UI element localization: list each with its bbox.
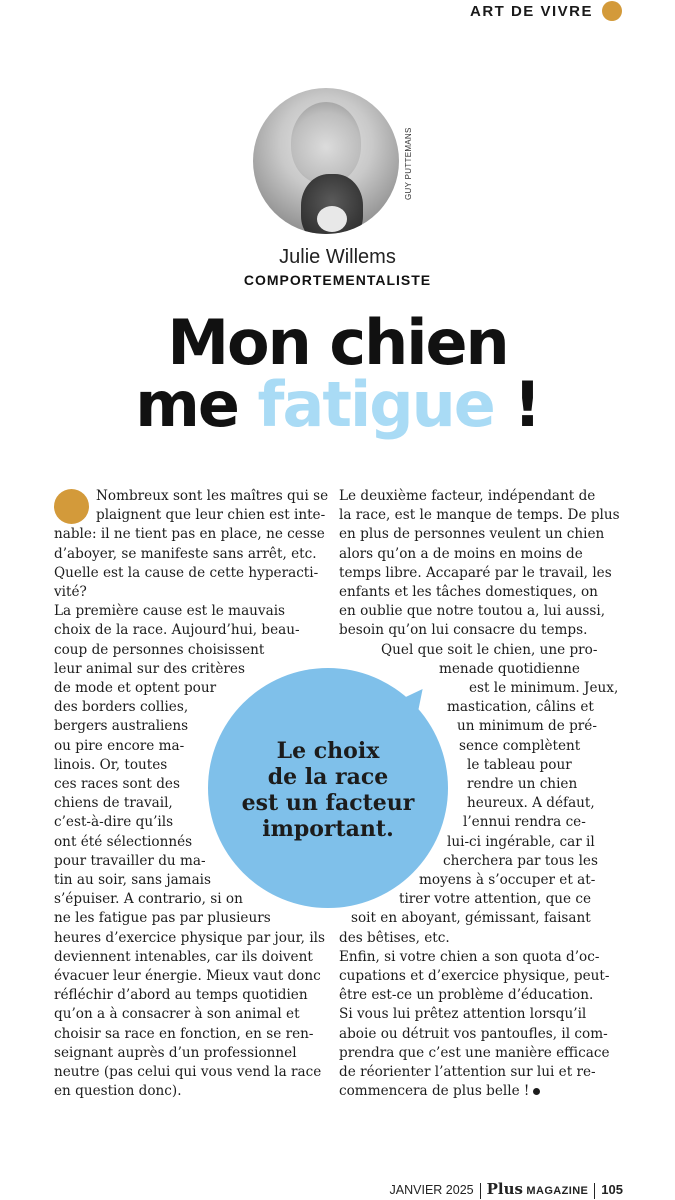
pullquote-line: de la race [267, 764, 389, 790]
pullquote-line: est un facteur [241, 790, 415, 816]
text-line: sence complètent [459, 737, 581, 754]
text-line-end [339, 1082, 599, 1101]
text-line: ou pire encore ma- [54, 737, 185, 754]
photo-credit: GUY PUTTEMANS [404, 127, 413, 200]
footer-separator [594, 1183, 595, 1199]
text-line: évacuer leur énergie. Mieux vaut donc [54, 968, 321, 985]
text-line: la race, est le manque de temps. De plus [339, 507, 620, 524]
text-line: rendre un chien [467, 776, 578, 793]
pullquote-line: important. [262, 816, 394, 842]
author-role: COMPORTEMENTALISTE [243, 272, 432, 288]
footer-date: JANVIER 2025 [389, 1183, 474, 1197]
text-line: moyens à s’occuper et at- [419, 872, 596, 889]
text-line: ont été sélectionnés [54, 833, 193, 850]
text-line: La première cause est le mauvais [54, 603, 286, 620]
text-line: deviennent intenables, car ils doivent [54, 948, 313, 965]
text-line: tin au soir, sans jamais [54, 872, 211, 889]
text-line: qu’on a à consacrer à son animal et [54, 1006, 300, 1023]
headline-line-2-post: ! [493, 368, 540, 441]
text-line: de mode et optent pour [54, 680, 217, 697]
text-line: ces races sont des [54, 776, 180, 793]
text-line: l’ennui rendra ce- [463, 814, 586, 831]
text-line: d’aboyer, se manifeste sans arrêt, etc. [54, 545, 317, 562]
text-line: Nombreux sont les maîtres qui se [96, 488, 329, 504]
text-line: c’est-à-dire qu’ils [54, 814, 174, 831]
text-line: ne les fatigue pas par plusieurs [54, 910, 271, 927]
text-line: mastication, câlins et [447, 699, 594, 716]
text-line: en oublie que notre toutou a, lui aussi, [339, 603, 606, 620]
text-line: leur animal sur des critères [54, 660, 245, 677]
text-line: menade quotidienne [439, 660, 580, 677]
author-name: Julie Willems [279, 246, 396, 268]
text-line: enfants et les tâches domestiques, on [339, 584, 598, 601]
footer-brand: Plus [486, 1180, 523, 1198]
footer-brand-sub: MAGAZINE [526, 1185, 589, 1197]
text-line: est le minimum. Jeux, [469, 680, 619, 697]
text-line: être est-ce un problème d’éducation. [339, 987, 594, 1004]
text-line: cherchera par tous les [443, 852, 598, 869]
text-line: prendra que c’est une manière efficace [339, 1044, 610, 1061]
text-line: choisir sa race en fonction, en se ren- [54, 1025, 314, 1042]
text-line: Le deuxième facteur, indépendant de [339, 488, 596, 504]
section-dot-icon [602, 1, 622, 21]
text-line: temps libre. Accaparé par le travail, les [339, 564, 612, 581]
text-line: un minimum de pré- [457, 718, 597, 735]
text-line: coup de personnes choisissent [54, 641, 265, 658]
text-line: neutre (pas celui qui vous vend la race [54, 1064, 322, 1081]
text-line: plaignent que leur chien est inte- [96, 507, 326, 524]
text-line: linois. Or, toutes [54, 756, 168, 773]
text-line: des bêtises, etc. [339, 929, 450, 946]
portrait-face [291, 102, 361, 184]
text-line: heures d’exercice physique par jour, ils [54, 929, 325, 946]
text-line: lui-ci ingérable, car il [447, 833, 595, 850]
end-of-article-icon [533, 1088, 540, 1095]
text-line: alors qu’on a de moins en moins de [339, 545, 583, 562]
headline-line-2 [0, 368, 675, 441]
pullquote-line: Le choix [276, 738, 380, 764]
text-line: chiens de travail, [54, 795, 173, 812]
text-line: le tableau pour [467, 756, 572, 773]
headline-line-2-pre: me [135, 368, 258, 441]
text-line: en question donc). [54, 1083, 182, 1100]
page-footer [390, 1180, 623, 1198]
text-line: aboie ou détruit vos pantoufles, il com- [339, 1025, 608, 1042]
text-line: besoin qu’on lui consacre du temps. [339, 622, 588, 639]
article-column-right [339, 487, 620, 1102]
text-line: Quel que soit le chien, une pro- [381, 641, 598, 658]
text-line: cupations et d’exercice physique, peut- [339, 968, 610, 985]
text-line: commencera de plus belle ! [339, 1083, 530, 1100]
text-line: Si vous lui prêtez attention lorsqu’il [339, 1006, 587, 1023]
page-number: 105 [601, 1182, 623, 1197]
text-line: heureux. A défaut, [467, 795, 595, 812]
text-line: Quelle est la cause de cette hyperacti- [54, 564, 319, 581]
text-line: s’épuiser. A contrario, si on [54, 891, 243, 908]
text-line: bergers australiens [54, 718, 189, 735]
text-line: tirer votre attention, que ce [399, 891, 592, 908]
text-line: en plus de personnes veulent un chien [339, 526, 605, 543]
headline-accent-word: fatigue [257, 368, 494, 441]
text-line: réfléchir d’abord au temps quotidien [54, 987, 308, 1004]
portrait-dog-snout [317, 206, 347, 232]
text-line: pour travailler du ma- [54, 852, 206, 869]
text-line: seignant auprès d’un professionnel [54, 1044, 297, 1061]
text-line: des borders collies, [54, 699, 189, 716]
text-line: soit en aboyant, gémissant, faisant [351, 910, 591, 927]
section-label: ART DE VIVRE [469, 3, 593, 20]
text-line: nable: il ne tient pas en place, ne cesse [54, 526, 325, 543]
headline-line-1: Mon chien [167, 306, 508, 379]
text-line: de réorienter l’attention sur lui et re- [339, 1064, 596, 1081]
text-line: choix de la race. Aujourd’hui, beau- [54, 622, 300, 639]
text-line: vité? [54, 584, 87, 601]
text-line: Enfin, si votre chien a son quota d’oc- [339, 948, 600, 965]
author-portrait [253, 88, 399, 234]
footer-separator [480, 1183, 481, 1199]
